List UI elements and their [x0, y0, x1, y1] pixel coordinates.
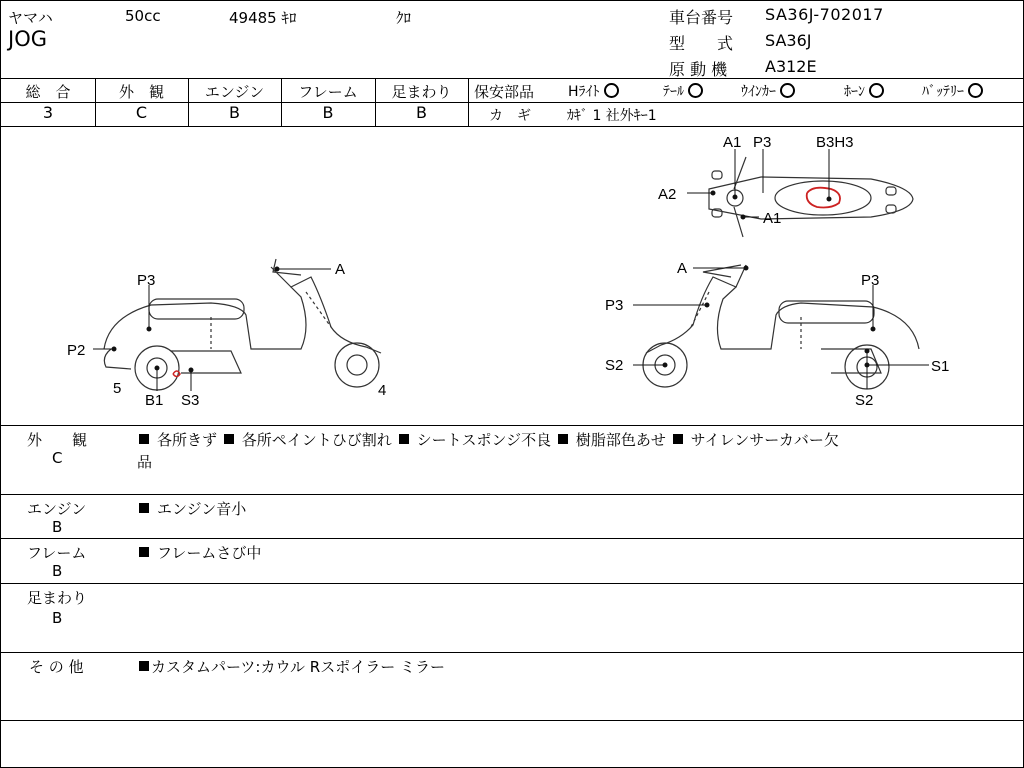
remark-items-exterior: 各所きず 各所ペイントひび割れ シートスポンジ不良 樹脂部色あせ サイレンサーカバー欠 — [137, 429, 839, 450]
ok-circle-icon — [604, 83, 619, 98]
frame-grade: B — [322, 103, 334, 122]
battery-label: ﾊﾞｯﾃﾘｰ — [922, 84, 964, 100]
divider — [1, 652, 1023, 653]
label-p3: P3 — [753, 134, 772, 151]
frame-no: SA36J-702017 — [765, 5, 884, 24]
label-a1: A1 — [723, 134, 742, 151]
engine-label: 原 動 機 — [669, 60, 728, 79]
bullet-icon — [139, 434, 149, 444]
ok-circle-icon — [968, 83, 983, 98]
divider — [469, 102, 1023, 103]
damage-mark — [173, 371, 180, 377]
divider — [1, 720, 1023, 721]
label-4: 4 — [378, 382, 387, 399]
label-s2: S2 — [605, 357, 624, 374]
overall-label: 総 合 — [25, 83, 71, 101]
remark-grade-engine: B — [52, 518, 63, 536]
engine-grade: B — [229, 103, 240, 122]
remark-items-frame: フレームさび中 — [137, 542, 261, 563]
remark-wrap-exterior: 品 — [137, 453, 153, 471]
safety-headlight — [568, 81, 619, 101]
safety-tail — [663, 81, 703, 101]
body-color: ｸﾛ — [396, 9, 412, 27]
ok-circle-icon — [780, 83, 795, 98]
overall-grade: 3 — [42, 103, 54, 122]
label-a1: A1 — [763, 210, 782, 227]
remark-grade-exterior: C — [52, 449, 63, 467]
key-value: ｶｷﾞ 1 社外ｷｰ1 — [567, 108, 657, 124]
remark-label-engine: エンジン — [27, 500, 87, 518]
divider — [1, 78, 1023, 79]
remark-items-engine: エンジン音小 — [137, 498, 246, 519]
type-value: SA36J — [765, 31, 812, 50]
horn-label: ﾎｰﾝ — [844, 84, 865, 100]
model-name: JOG — [8, 27, 47, 51]
key-label: カ ギ — [489, 108, 531, 124]
label-p3: P3 — [605, 297, 624, 314]
tail-label: ﾃｰﾙ — [663, 84, 684, 100]
remark-label-suspension: 足まわり — [27, 589, 88, 607]
headlight-label: Hﾗｲﾄ — [568, 84, 600, 100]
remark-label-frame: フレーム — [27, 544, 87, 562]
label-b1: B1 — [145, 392, 164, 409]
frame-grade-label: フレーム — [298, 83, 358, 101]
ok-circle-icon — [688, 83, 703, 98]
divider — [1, 538, 1023, 539]
bullet-icon — [399, 434, 409, 444]
safety-title: 保安部品 — [474, 83, 535, 101]
suspension-grade-label: 足まわり — [391, 83, 452, 101]
label-a2: A2 — [658, 186, 677, 203]
label-p3: P3 — [861, 272, 880, 289]
label-p3: P3 — [137, 272, 156, 289]
safety-winker — [741, 81, 795, 101]
winker-label: ｳｲﾝｶｰ — [741, 84, 776, 100]
exterior-label: 外 観 — [118, 83, 164, 101]
frame-no-label: 車台番号 — [669, 8, 734, 27]
label-s1: S1 — [931, 358, 950, 375]
displacement: 50cc — [125, 7, 161, 25]
bullet-icon — [139, 661, 149, 671]
type-label: 型 式 — [669, 34, 734, 53]
maker: ヤマハ — [8, 9, 53, 27]
remark-items-other: カスタムパーツ:カウル Rスポイラー ミラー — [137, 656, 445, 677]
bullet-icon — [558, 434, 568, 444]
safety-battery — [922, 81, 983, 101]
divider — [1, 425, 1023, 426]
divider — [1, 494, 1023, 495]
damage-diagram — [1, 127, 1023, 425]
label-5: 5 — [113, 380, 122, 397]
suspension-grade: B — [416, 103, 427, 122]
ok-circle-icon — [869, 83, 884, 98]
label-s2: S2 — [855, 392, 874, 409]
remark-label-other: そ の 他 — [29, 658, 84, 676]
remark-grade-suspension: B — [52, 609, 63, 627]
engine-value: A312E — [765, 57, 817, 76]
label-p2: P2 — [67, 342, 86, 359]
leader-lines — [93, 149, 929, 391]
mileage: 49485 ｷﾛ — [229, 9, 297, 27]
bullet-icon — [139, 547, 149, 557]
damage-mark — [807, 188, 840, 208]
divider — [468, 78, 469, 126]
label-a: A — [677, 260, 688, 277]
divider — [1, 583, 1023, 584]
exterior-grade: C — [135, 103, 148, 122]
label-b3h3: B3H3 — [816, 134, 854, 151]
bullet-icon — [224, 434, 234, 444]
bullet-icon — [673, 434, 683, 444]
label-s3: S3 — [181, 392, 200, 409]
remark-grade-frame: B — [52, 562, 63, 580]
scooter-top-view — [709, 157, 913, 237]
safety-horn — [844, 81, 884, 101]
engine-grade-label: エンジン — [204, 83, 265, 101]
remark-label-exterior: 外 観 — [27, 431, 88, 449]
label-a: A — [335, 261, 346, 278]
bullet-icon — [139, 503, 149, 513]
